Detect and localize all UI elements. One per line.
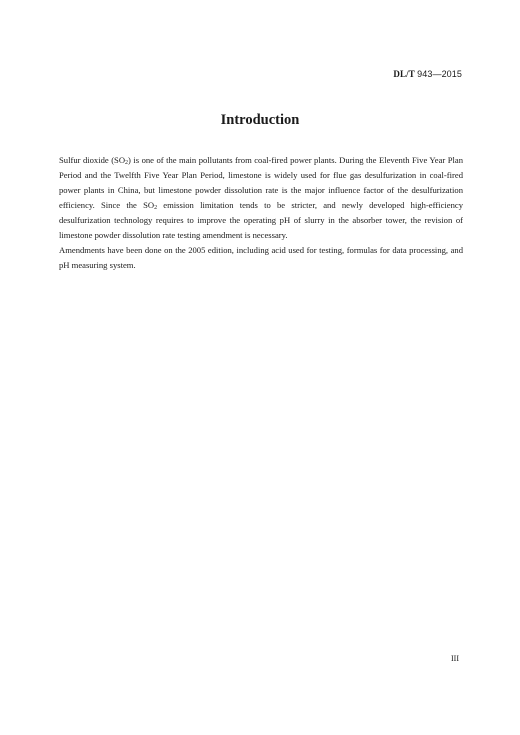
standard-year: 943—2015 (417, 69, 462, 79)
paragraph-amendments: Amendments have been done on the 2005 edition, including acid used for testing, formulas for data processing, and pH measuring system. (59, 245, 463, 270)
page-number: III (451, 654, 459, 663)
paragraph-intro-text-1: Sulfur dioxide (SO (59, 155, 126, 165)
standard-code: DL/T (393, 69, 415, 79)
page-title: Introduction (220, 112, 300, 128)
paragraph-intro-text-3: emission limitation tends to be stricter, and newly developed high-efficiency desulfurization technology requires to improve the operating pH of slurry in the absorber tower, the revision of limestone powder dissolution rate testing amendment is necessary. (59, 200, 463, 240)
document-header (393, 69, 462, 79)
body-text (59, 153, 463, 273)
subscript-2: 2 (125, 160, 129, 166)
paragraph-intro-text-2: ) is one of the main pollutants from coal-fired power plants. During the Eleventh Five Year Plan Period and the Twelfth Five Year Plan Period, limestone is widely used for flue gas desulfurization in coal-fired power plants in China, but limestone powder dissolution rate is the major influence factor of the desulfurization efficiency. Since the SO (59, 155, 463, 210)
subscript-2: 2 (154, 205, 158, 211)
paragraph-intro (59, 153, 463, 243)
